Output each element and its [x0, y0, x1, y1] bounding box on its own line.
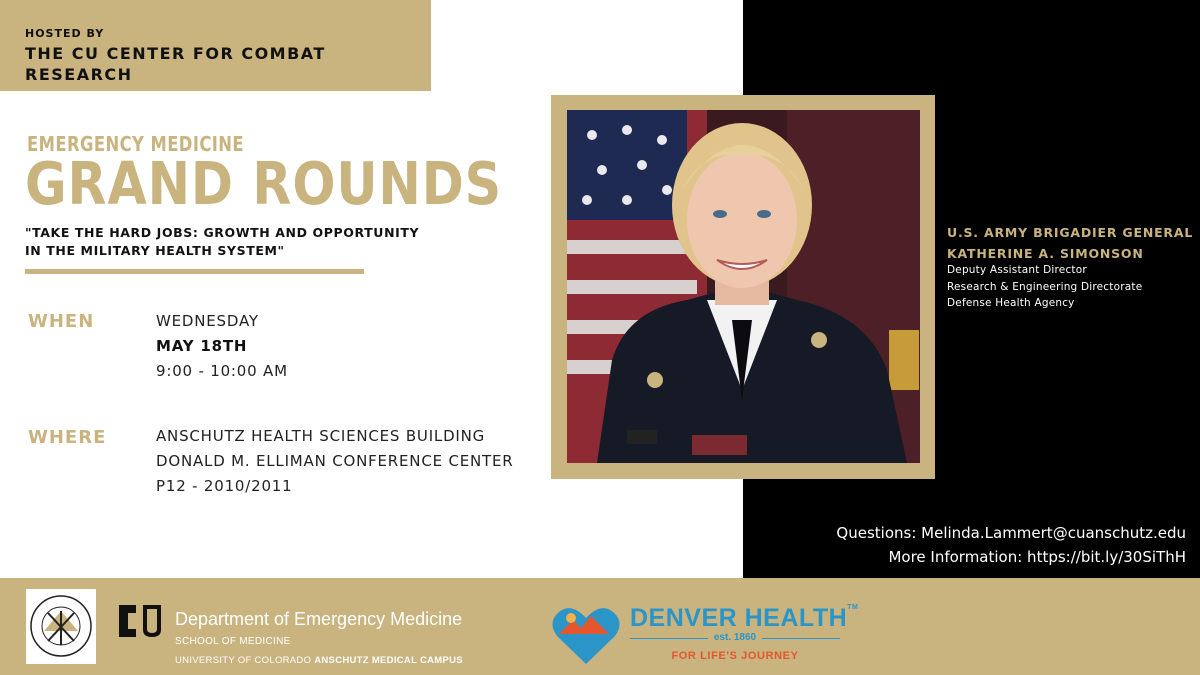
gold-divider: [25, 269, 364, 274]
denver-health-tagline: FOR LIFE'S JOURNEY: [671, 650, 799, 662]
speaker-role-3: Defense Health Agency: [947, 297, 1075, 309]
university-name: [175, 655, 463, 666]
denver-health-label: DENVER HEALTH: [630, 604, 848, 632]
campus-label: ANSCHUTZ MEDICAL CAMPUS: [314, 655, 463, 666]
when-date: MAY 18TH: [156, 337, 248, 355]
school-name: SCHOOL OF MEDICINE: [175, 636, 291, 647]
questions-contact[interactable]: Questions: Melinda.Lammert@cuanschutz.edu: [836, 524, 1186, 542]
denver-health-established: [630, 632, 840, 643]
when-day: WEDNESDAY: [156, 312, 259, 330]
dh-est-label: est. 1860: [708, 632, 762, 643]
speaker-role-2: Research & Engineering Directorate: [947, 280, 1143, 293]
speaker-portrait: [567, 110, 920, 463]
department-name: Department of Emergency Medicine: [175, 609, 463, 629]
speaker-roles: [947, 262, 1197, 312]
where-label: WHERE: [28, 427, 107, 448]
where-line-1: ANSCHUTZ HEALTH SCIENCES BUILDING: [156, 427, 486, 445]
denver-health-heart-icon: [551, 604, 621, 666]
hosted-by-label: HOSTED BY: [25, 27, 105, 40]
speaker-name: KATHERINE A. SIMONSON: [947, 246, 1144, 261]
event-title: GRAND ROUNDS: [25, 149, 503, 218]
where-details: [156, 424, 513, 499]
speaker-rank: U.S. ARMY BRIGADIER GENERAL: [947, 225, 1194, 240]
when-details: [156, 309, 288, 384]
event-series: EMERGENCY MEDICINE: [27, 132, 245, 156]
where-line-3: P12 - 2010/2011: [156, 477, 293, 495]
when-time: 9:00 - 10:00 AM: [156, 362, 288, 380]
denver-health-name: [630, 604, 858, 633]
contact-info: [836, 521, 1186, 569]
university-label: UNIVERSITY OF COLORADO: [175, 655, 312, 666]
speaker-role-1: Deputy Assistant Director: [947, 264, 1087, 276]
denver-health-trademark: TM: [847, 604, 859, 611]
when-label: WHEN: [28, 311, 95, 332]
talk-title: "TAKE THE HARD JOBS: GROWTH AND OPPORTUNITY IN THE MILITARY HEALTH SYSTEM": [25, 225, 420, 258]
cu-logo-icon: [115, 600, 165, 642]
host-name: THE CU CENTER FOR COMBAT RESEARCH: [25, 44, 326, 84]
where-line-2: DONALD M. ELLIMAN CONFERENCE CENTER: [156, 452, 514, 470]
more-info-link[interactable]: More Information: https://bit.ly/30SiThH: [888, 548, 1186, 566]
center-for-combat-research-logo: [26, 589, 96, 664]
hosted-by-banner: [0, 0, 431, 91]
speaker-heading: [947, 222, 1197, 264]
